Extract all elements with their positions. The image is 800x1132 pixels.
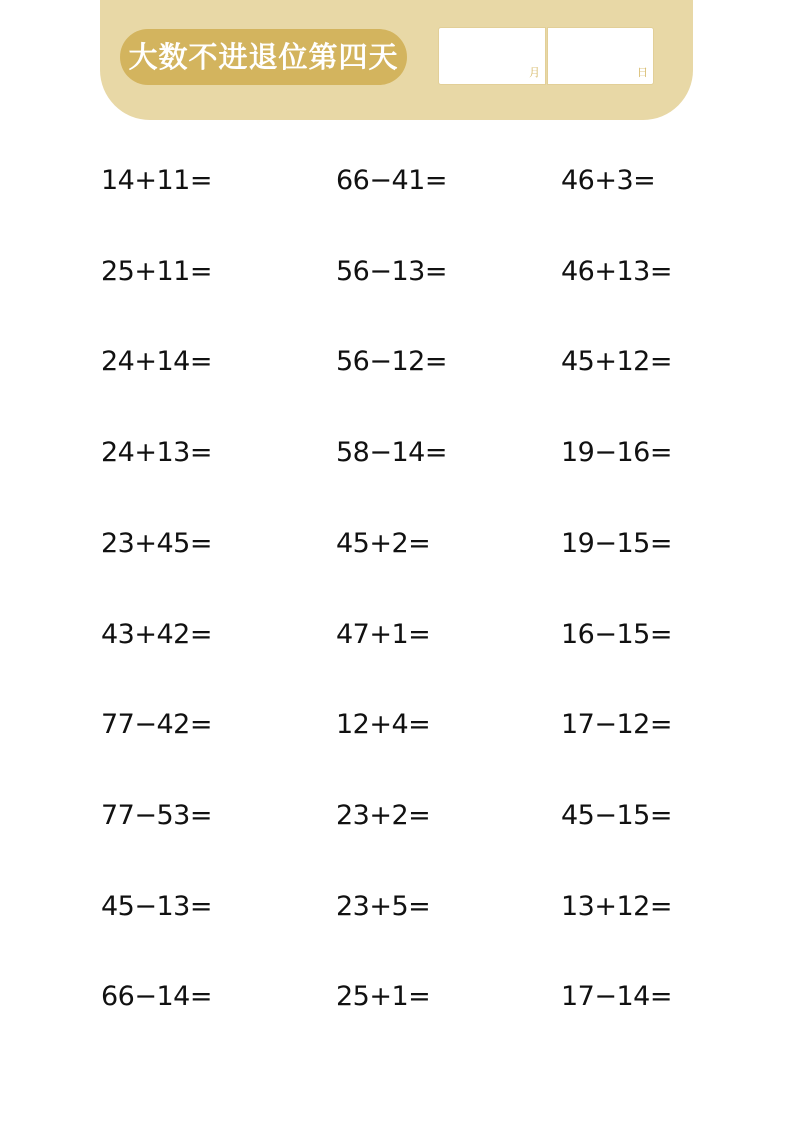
- problem-item: 25+1=: [336, 981, 431, 1012]
- problem-item: 43+42=: [101, 619, 212, 650]
- problem-item: 17−12=: [561, 709, 672, 740]
- problem-item: 12+4=: [336, 709, 431, 740]
- problem-item: 46+3=: [561, 165, 656, 196]
- problem-item: 23+2=: [336, 800, 431, 831]
- problem-item: 58−14=: [336, 437, 447, 468]
- problem-item: 45+12=: [561, 346, 672, 377]
- problem-item: 45+2=: [336, 528, 431, 559]
- problem-item: 23+5=: [336, 891, 431, 922]
- month-unit-label: 月: [529, 66, 540, 79]
- problem-item: 24+13=: [101, 437, 212, 468]
- problem-item: 24+14=: [101, 346, 212, 377]
- problem-item: 47+1=: [336, 619, 431, 650]
- problem-item: 14+11=: [101, 165, 212, 196]
- problem-item: 17−14=: [561, 981, 672, 1012]
- problem-item: 46+13=: [561, 256, 672, 287]
- problem-item: 66−41=: [336, 165, 447, 196]
- problem-item: 45−13=: [101, 891, 212, 922]
- problem-item: 16−15=: [561, 619, 672, 650]
- problem-item: 56−13=: [336, 256, 447, 287]
- problem-item: 19−16=: [561, 437, 672, 468]
- problem-item: 45−15=: [561, 800, 672, 831]
- problem-item: 13+12=: [561, 891, 672, 922]
- problem-item: 23+45=: [101, 528, 212, 559]
- problem-item: 77−53=: [101, 800, 212, 831]
- problem-item: 66−14=: [101, 981, 212, 1012]
- problem-item: 25+11=: [101, 256, 212, 287]
- day-unit-label: 日: [637, 66, 648, 79]
- worksheet-title: 大数不进退位第四天: [120, 29, 407, 85]
- problem-item: 19−15=: [561, 528, 672, 559]
- problem-item: 56−12=: [336, 346, 447, 377]
- problem-item: 77−42=: [101, 709, 212, 740]
